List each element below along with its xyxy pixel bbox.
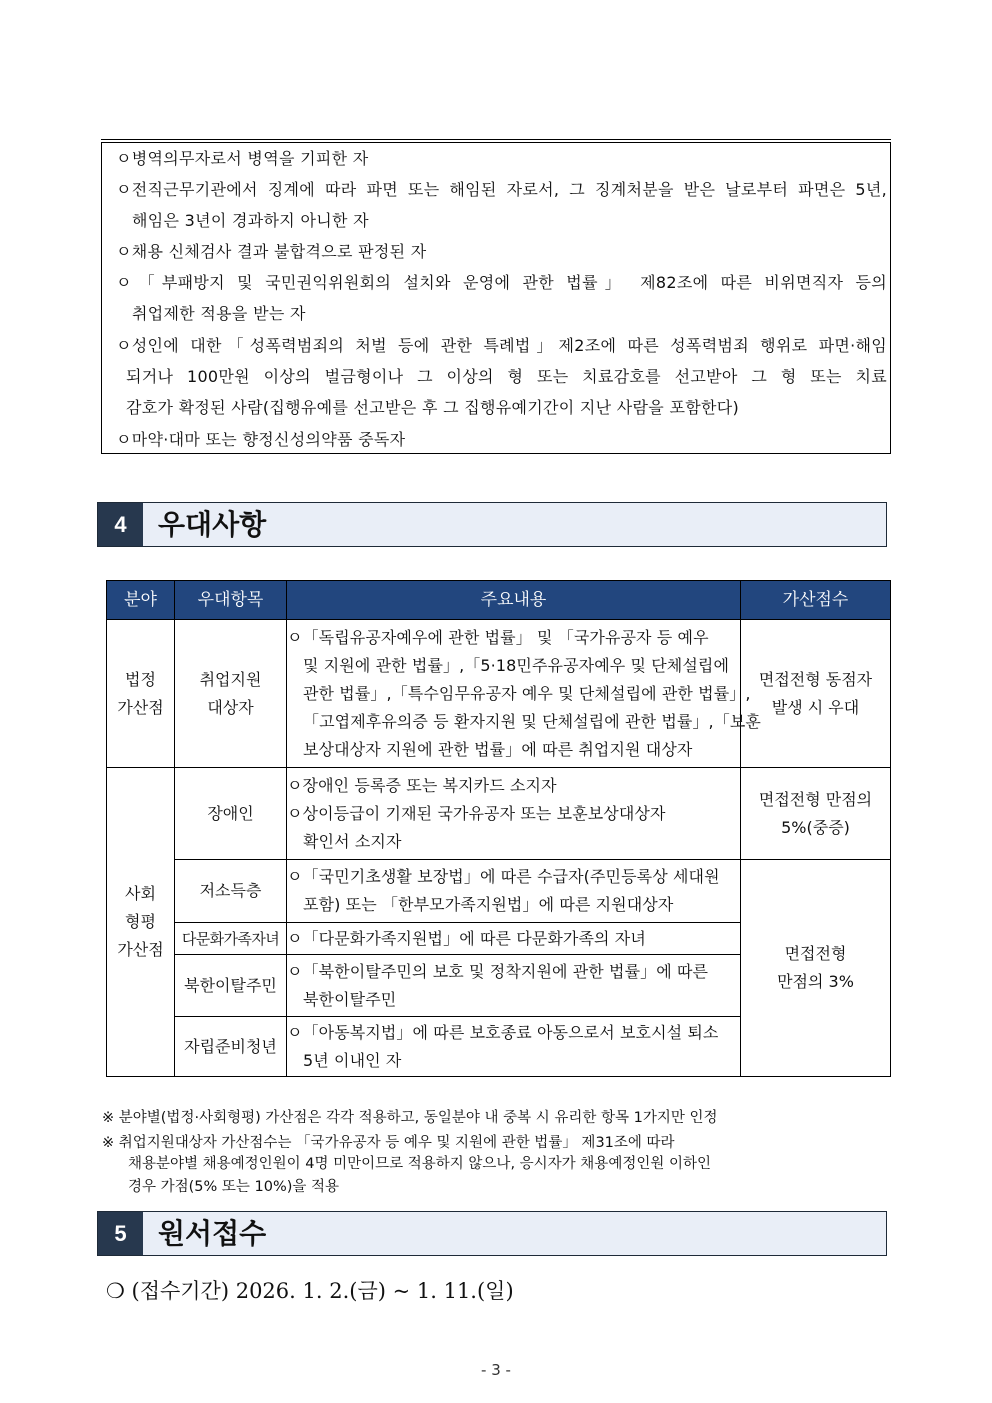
table-row [107,768,891,860]
item-cell: 자립준비청년 [175,1017,287,1077]
content-cell [287,1017,741,1077]
content-line: 포함) 또는 「한부모가족지원법」에 따른 지원대상자 [303,895,674,914]
content-line: ㅇ「아동복지법」에 따른 보호종료 아동으로서 보호시설 퇴소 [287,1022,719,1042]
section-number: 5 [98,1212,143,1255]
content-line: 보상대상자 지원에 관한 법률」에 따른 취업지원 대상자 [303,739,693,759]
note-line: ※ 분야별(법정·사회형평) 가산점은 각각 적용하고, 동일분야 내 중복 시 유리한 항목 1가지만 인정 [102,1110,718,1126]
content-line: ㅇ「북한이탈주민의 보호 및 정착지원에 관한 법률」에 따른 [287,961,709,981]
content-line: ㅇ「독립유공자예우에 관한 법률」 및 「국가유공자 등 예우 [287,627,709,647]
section-number: 4 [98,503,143,546]
points-cell [741,620,891,768]
disq-line: 취업제한 적용을 받는 자 [132,304,306,323]
content-line: 관한 법률」,「특수임무유공자 예우 및 단체설립에 관한 법률」, [303,683,751,703]
content-line: 「고엽제후유의증 등 환자지원 및 단체설립에 관한 법률」,「보훈 [303,711,761,731]
note-line: 경우 가점(5% 또는 10%)을 적용 [128,1179,340,1195]
apply-period: ❍ (접수기간) 2026. 1. 2.(금) ~ 1. 11.(일) [106,1279,514,1303]
content-line: 및 지원에 관한 법률」,「5·18민주유공자예우 및 단체설립에 [303,655,730,675]
points-cell [741,860,891,1077]
item-cell: 다문화가족자녀 [175,923,287,955]
content-line: 북한이탈주민 [303,989,397,1009]
category-cell [107,620,175,768]
page-number: - 3 - [481,1361,511,1379]
table-header-row [107,581,891,620]
content-cell [287,923,741,955]
section-title: 우대사항 [158,508,267,541]
item-cell: 북한이탈주민 [175,955,287,1017]
category-label: 가산점 [117,697,164,717]
content-line: ㅇ장애인 등록증 또는 복지카드 소지자 [287,775,557,795]
disq-line: 되거나 100만원 이상의 벌금형이나 그 이상의 형 또는 치료감호를 선고받아 그 형 또는 치료 [126,367,887,386]
category-label: 사회 [125,884,156,903]
box-top-rule [101,139,891,140]
item-label: 취업지원 [199,669,262,689]
section-title: 원서접수 [158,1217,267,1250]
section-5-header [97,1211,887,1256]
disq-line: 해임은 3년이 경과하지 아니한 자 [132,211,369,230]
content-cell [287,860,741,923]
table-row [107,860,891,923]
content-line: 5년 이내인 자 [303,1050,402,1070]
notes [102,1106,890,1200]
category-label: 가산점 [117,940,164,959]
item-cell: 저소득층 [175,860,287,923]
content-line: ㅇ상이등급이 기재된 국가유공자 또는 보훈보상대상자 [287,803,666,823]
points-label: 면접전형 만점의 [758,789,873,809]
disq-line: ㅇ채용 신체검사 결과 불합격으로 판정된 자 [116,242,427,261]
points-label: 면접전형 [784,944,847,963]
table-row [107,620,891,768]
content-cell [287,955,741,1017]
disq-line: ㅇ전직근무기관에서 징계에 따라 파면 또는 해임된 자로서, 그 징계처분을 받은 날로부터 파면은 5년, [116,180,887,199]
header-field: 분야 [107,581,175,620]
content-line: 확인서 소지자 [303,831,402,851]
disq-line: 감호가 확정된 사람(집행유예를 선고받은 후 그 집행유예기간이 지난 사람을 포함한다) [126,398,740,417]
disq-line: ㅇ「부패방지 및 국민권익위원회의 설치와 운영에 관한 법률」 제82조에 따른 비위면직자 등의 [116,273,887,292]
note-line: 채용분야별 채용예정인원이 4명 미만이므로 적용하지 않으나, 응시자가 채용예정인원 이하인 [128,1156,711,1172]
item-cell: 장애인 [175,768,287,860]
item-cell [175,620,287,768]
content-line: ㅇ「국민기초생활 보장법」에 따른 수급자(주민등록상 세대원 [287,867,720,886]
points-label: 면접전형 동점자 [758,669,873,689]
disq-line: ㅇ성인에 대한「성폭력범죄의 처벌 등에 관한 특례법」제2조에 따른 성폭력범죄 행위로 파면·해임 [116,336,887,355]
header-points: 가산점수 [741,581,891,620]
disq-line: ㅇ마약·대마 또는 향정신성의약품 중독자 [116,430,406,449]
points-label: 5%(중증) [781,817,850,837]
category-cell [107,768,175,1077]
header-item: 우대항목 [175,581,287,620]
content-line: ㅇ「다문화가족지원법」에 따른 다문화가족의 자녀 [287,928,646,948]
points-label: 만점의 3% [777,972,854,991]
category-label: 법정 [125,669,156,689]
item-label: 대상자 [207,697,254,717]
header-content: 주요내용 [287,581,741,620]
content-cell [287,768,741,860]
disqualification-box [101,142,891,454]
points-cell [741,768,891,860]
points-label: 발생 시 우대 [771,697,860,717]
disq-line: ㅇ병역의무자로서 병역을 기피한 자 [116,149,369,168]
section-4-header [97,502,887,547]
note-line: ※ 취업지원대상자 가산점수는 「국가유공자 등 예우 및 지원에 관한 법률」 제31조에 따라 [102,1135,675,1151]
content-cell [287,620,761,768]
preference-table [106,580,891,1077]
category-label: 형평 [125,912,156,931]
